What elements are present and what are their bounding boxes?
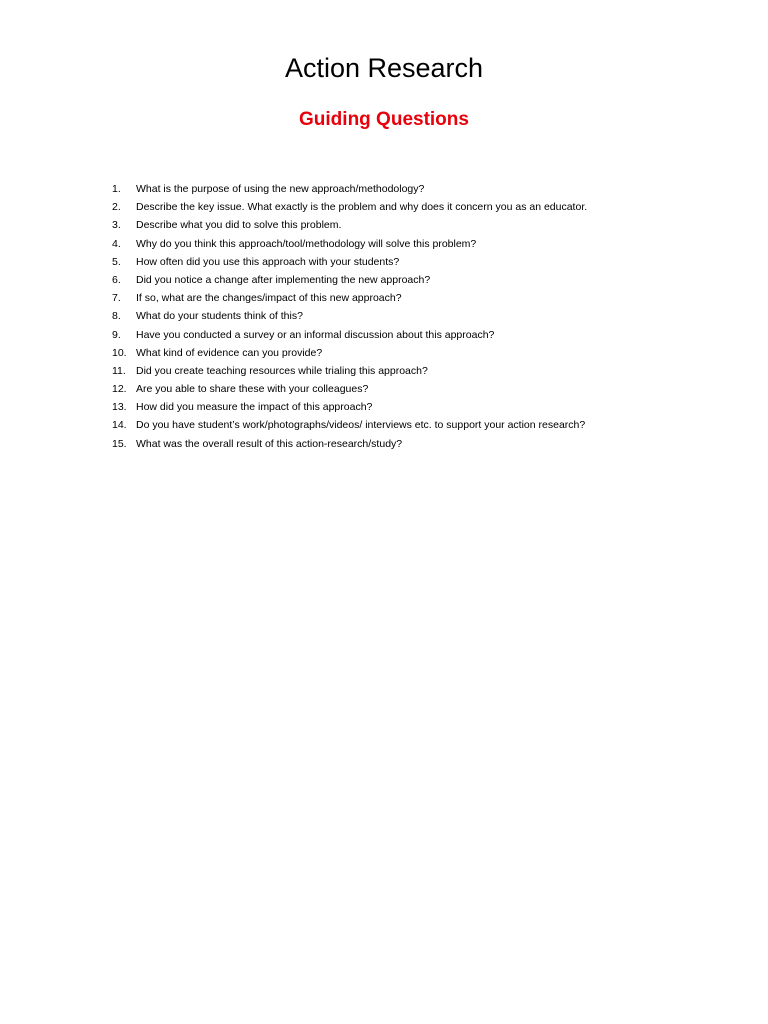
question-text: How did you measure the impact of this approach? bbox=[136, 401, 373, 414]
question-number: 5. bbox=[112, 255, 121, 268]
question-text: Do you have student’s work/photographs/videos/ interviews etc. to support your action research? bbox=[136, 419, 586, 432]
question-text: Describe what you did to solve this problem. bbox=[136, 219, 342, 232]
question-item bbox=[112, 344, 732, 362]
question-item bbox=[112, 180, 732, 198]
question-number: 4. bbox=[112, 237, 121, 250]
question-number: 13. bbox=[112, 401, 127, 414]
page-subtitle: Guiding Questions bbox=[299, 109, 469, 130]
question-text: What was the overall result of this action-research/study? bbox=[136, 437, 403, 450]
question-item bbox=[112, 235, 732, 253]
question-text: How often did you use this approach with your students? bbox=[136, 255, 400, 268]
question-item bbox=[112, 362, 732, 380]
question-item bbox=[112, 416, 732, 434]
question-item bbox=[112, 398, 732, 416]
question-text: Describe the key issue. What exactly is the problem and why does it concern you as an educator. bbox=[136, 201, 588, 214]
question-item bbox=[112, 380, 732, 398]
question-number: 14. bbox=[112, 419, 127, 432]
question-text: What do your students think of this? bbox=[136, 310, 303, 323]
question-number: 15. bbox=[112, 437, 127, 450]
question-item bbox=[112, 216, 732, 234]
question-number: 11. bbox=[112, 364, 126, 377]
question-number: 8. bbox=[112, 310, 121, 323]
question-text: Did you notice a change after implementing the new approach? bbox=[136, 273, 431, 286]
question-text: Have you conducted a survey or an informal discussion about this approach? bbox=[136, 328, 495, 341]
question-item bbox=[112, 307, 732, 325]
question-number: 12. bbox=[112, 383, 127, 396]
question-number: 1. bbox=[112, 183, 121, 195]
question-number: 3. bbox=[112, 219, 121, 232]
question-number: 10. bbox=[112, 346, 127, 359]
question-text: What is the purpose of using the new approach/methodology? bbox=[136, 183, 425, 195]
question-text: Why do you think this approach/tool/methodology will solve this problem? bbox=[136, 237, 477, 250]
question-item bbox=[112, 289, 732, 307]
question-item bbox=[112, 326, 732, 344]
question-number: 2. bbox=[112, 201, 121, 214]
question-number: 6. bbox=[112, 273, 121, 286]
page-title: Action Research bbox=[284, 53, 484, 83]
question-text: Are you able to share these with your colleagues? bbox=[136, 383, 369, 396]
question-text: What kind of evidence can you provide? bbox=[136, 346, 323, 359]
question-number: 7. bbox=[112, 292, 121, 305]
question-text: Did you create teaching resources while trialing this approach? bbox=[136, 364, 428, 377]
question-list bbox=[112, 180, 732, 453]
question-text: If so, what are the changes/impact of this new approach? bbox=[136, 292, 402, 305]
question-item bbox=[112, 198, 732, 216]
question-number: 9. bbox=[112, 328, 121, 341]
question-item bbox=[112, 435, 732, 453]
question-item bbox=[112, 253, 732, 271]
question-item bbox=[112, 271, 732, 289]
